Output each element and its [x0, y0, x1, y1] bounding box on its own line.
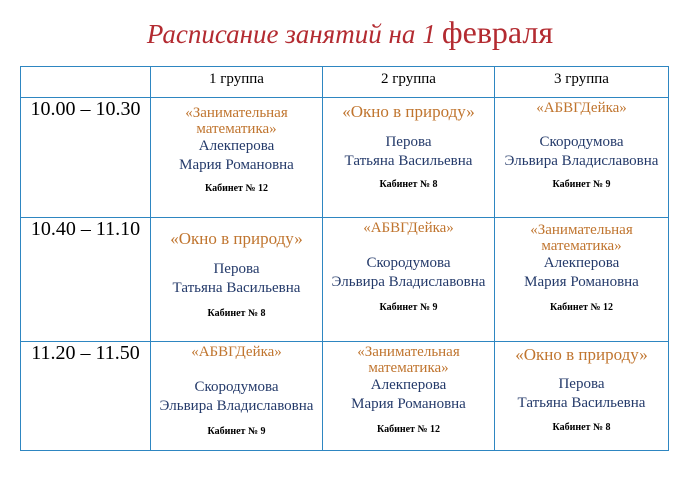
- activity-title: «Занимательная математика»: [357, 344, 460, 376]
- table-row: [21, 98, 669, 218]
- activity-title: «АБВГДейка»: [363, 220, 454, 236]
- lesson-cell: [323, 218, 495, 342]
- lesson-cell: [323, 98, 495, 218]
- activity-title: «Окно в природу»: [342, 102, 475, 121]
- activity-title: «Занимательная математика»: [185, 105, 288, 137]
- corner-cell: [21, 67, 151, 98]
- room-label: Кабинет № 8: [379, 179, 438, 190]
- room-label: Кабинет № 12: [376, 424, 441, 435]
- table-header-row: [21, 67, 669, 98]
- teacher-last-name: Алекперова: [198, 138, 275, 154]
- group-header-3: 3 группа: [495, 67, 669, 98]
- lesson-cell: [151, 98, 323, 218]
- title-number: 1: [422, 19, 436, 49]
- room-label: Кабинет № 8: [552, 422, 611, 433]
- teacher-first-name: Мария Романовна: [179, 157, 294, 173]
- teacher-last-name: Скородумова: [366, 255, 451, 271]
- teacher-first-name: Татьяна Васильевна: [517, 395, 646, 411]
- lesson-cell: [151, 342, 323, 451]
- activity-title: «АБВГДейка»: [536, 100, 627, 116]
- group-header-2: 2 группа: [323, 67, 495, 98]
- table-row: [21, 218, 669, 342]
- room-label: Кабинет № 12: [549, 302, 614, 313]
- group-header-1: 1 группа: [151, 67, 323, 98]
- lesson-cell: [323, 342, 495, 451]
- lesson-cell: [495, 218, 669, 342]
- table-row: [21, 342, 669, 451]
- page-title: [0, 14, 700, 51]
- lesson-cell: [151, 218, 323, 342]
- room-label: Кабинет № 9: [552, 179, 611, 190]
- lesson-cell: [495, 342, 669, 451]
- title-month: февраля: [441, 14, 554, 50]
- teacher-first-name: Татьяна Васильевна: [172, 280, 301, 296]
- teacher-last-name: Алекперова: [543, 255, 620, 271]
- time-slot: 10.40 – 11.10: [21, 218, 151, 342]
- teacher-last-name: Алекперова: [370, 377, 447, 393]
- time-slot: 11.20 – 11.50: [21, 342, 151, 451]
- teacher-last-name: Скородумова: [194, 379, 279, 395]
- teacher-last-name: Перова: [558, 376, 605, 392]
- teacher-first-name: Мария Романовна: [351, 396, 466, 412]
- teacher-first-name: Эльвира Владиславовна: [331, 274, 486, 290]
- teacher-first-name: Эльвира Владиславовна: [504, 153, 659, 169]
- time-slot: 10.00 – 10.30: [21, 98, 151, 218]
- schedule-table: [20, 66, 669, 451]
- teacher-first-name: Татьяна Васильевна: [344, 153, 473, 169]
- room-label: Кабинет № 9: [379, 302, 438, 313]
- activity-title: «Окно в природу»: [170, 229, 303, 248]
- room-label: Кабинет № 8: [207, 308, 266, 319]
- title-prefix: Расписание занятий на: [146, 19, 416, 49]
- room-label: Кабинет № 12: [204, 183, 269, 194]
- activity-title: «Занимательная математика»: [530, 222, 633, 254]
- teacher-last-name: Скородумова: [539, 134, 624, 150]
- activity-title: «АБВГДейка»: [191, 344, 282, 360]
- teacher-first-name: Мария Романовна: [524, 274, 639, 290]
- lesson-cell: [495, 98, 669, 218]
- teacher-last-name: Перова: [385, 134, 432, 150]
- activity-title: «Окно в природу»: [515, 345, 648, 364]
- teacher-last-name: Перова: [213, 261, 260, 277]
- teacher-first-name: Эльвира Владиславовна: [159, 398, 314, 414]
- room-label: Кабинет № 9: [207, 426, 266, 437]
